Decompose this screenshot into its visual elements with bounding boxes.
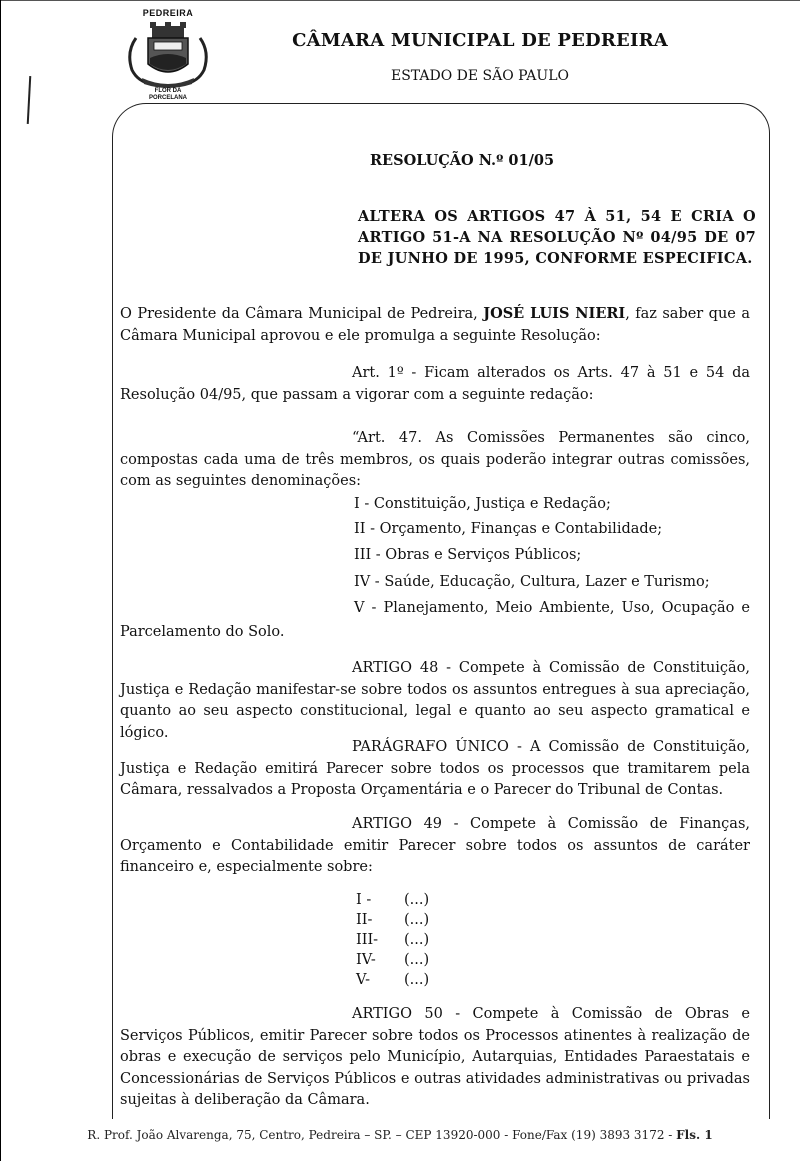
page-edge-top [0,0,800,1]
preamble [120,303,750,347]
page-number: Fls. 1 [676,1128,713,1142]
article-49 [120,814,750,879]
article-49-item-number: I - [356,892,372,908]
chamber-title: CÂMARA MUNICIPAL DE PEDREIRA [292,30,668,51]
article-49-item-number: III- [356,932,379,948]
footer-address: R. Prof. João Alvarenga, 75, Centro, Pedreira – SP. – CEP 13920-000 - Fone/Fax (19) 3893 3172 - [87,1128,677,1142]
article-50-text: ARTIGO 50 - Compete à Comissão de Obras e Serviços Públicos, emitir Parecer sobre todos os Processos atinentes à realização de obras e execução de serviços pelo Município, Autarquias, Entidades Paraestatais e Concessionárias de Serviços Públicos e outras atividades administrativas ou privadas sujeitas à deliberação da Câmara. [120,1006,750,1108]
article-49-text: ARTIGO 49 - Compete à Comissão de Finanças, Orçamento e Contabilidade emitir Parecer sobre todos os assuntos de caráter financeiro e, especialmente sobre: [120,816,750,875]
crest-top-label: PEDREIRA [142,8,194,18]
commission-item: II - Orçamento, Finanças e Contabilidade; [354,521,663,537]
article-49-item-text: (...) [404,952,430,968]
commission-item: V - Planejamento, Meio Ambiente, Uso, Ocupação e [354,600,750,616]
crest-bottom-label [122,88,214,102]
sole-paragraph [120,737,750,802]
article-47-text: “Art. 47. As Comissões Permanentes são cinco, compostas cada uma de três membros, os quais poderão integrar outras comissões, com as seguintes denominações: [120,430,750,489]
page-footer [0,1128,800,1142]
article-48 [120,658,750,744]
article-49-item-text: (...) [404,972,430,988]
article-49-item-text: (...) [404,912,430,928]
commission-item: IV - Saúde, Educação, Cultura, Lazer e Turismo; [354,574,710,590]
commission-item: III - Obras e Serviços Públicos; [354,547,582,563]
resolution-ementa: ALTERA OS ARTIGOS 47 À 51, 54 E CRIA O ARTIGO 51-A NA RESOLUÇÃO Nº 04/95 DE 07 DE JUNHO DE 1995, CONFORME ESPECIFICA. [358,208,756,267]
president-name: JOSÉ LUIS NIERI [483,305,626,322]
state-subtitle: ESTADO DE SÃO PAULO [391,68,569,84]
page-edge-left [0,0,1,1161]
municipal-crest [122,8,214,104]
preamble-text-end: , faz saber que a Câmara Municipal aprovou e ele promulga a seguinte Resolução: [120,306,750,344]
article-49-item-number: V- [356,972,371,988]
preamble-text-start: O Presidente da Câmara Municipal de Pedreira, [120,306,484,322]
article-47 [120,428,750,493]
article-1 [120,363,750,406]
sole-paragraph-text: PARÁGRAFO ÚNICO - A Comissão de Constituição, Justiça e Redação emitirá Parecer sobre todos os processos que tramitarem pela Câmara, ressalvados a Proposta Orçamentária e o Parecer do Tribunal de Contas. [120,739,750,798]
commission-item-continuation: Parcelamento do Solo. [120,624,285,640]
crest-bottom-line-2: PORCELANA [148,95,187,101]
margin-pen-mark [27,76,32,124]
article-50 [120,1004,750,1112]
article-49-item-text: (...) [404,932,430,948]
crest-bottom-line-1: FLOR DA [154,88,182,94]
article-49-item-number: II- [356,912,373,928]
resolution-number: RESOLUÇÃO N.º 01/05 [370,152,555,169]
commission-item: I - Constituição, Justiça e Redação; [354,496,611,512]
article-1-text: Art. 1º - Ficam alterados os Arts. 47 à 51 e 54 da Resolução 04/95, que passam a vigorar com a seguinte redação: [120,365,750,403]
article-49-item-number: IV- [356,952,376,968]
crest-emblem-icon [122,12,214,90]
article-49-item-text: (...) [404,892,430,908]
article-48-text: ARTIGO 48 - Compete à Comissão de Constituição, Justiça e Redação manifestar-se sobre todos os assuntos entregues à sua apreciação, quanto ao seu aspecto constitucional, legal e quanto ao seu aspecto gramatical e lógico. [120,660,750,741]
